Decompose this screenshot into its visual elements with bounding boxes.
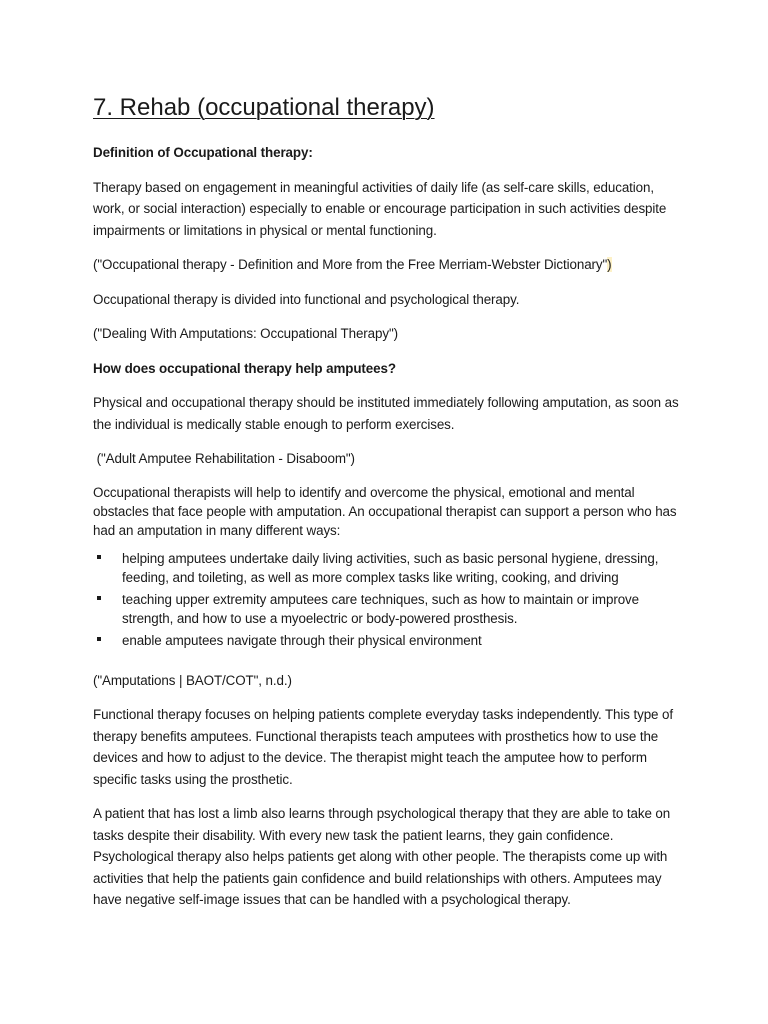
help-paragraph: Physical and occupational therapy should be instituted immediately following amputation, as soon as the individual is medically stable enough to perform exercises.: [93, 395, 679, 432]
definition-heading: Definition of Occupational therapy:: [93, 145, 313, 160]
list-item: enable amputees navigate through their physical environment: [93, 631, 683, 650]
bullet-icon: [97, 555, 101, 559]
help-heading: How does occupational therapy help amputees?: [93, 360, 396, 376]
page-title: 7. Rehab (occupational therapy): [93, 94, 435, 121]
definition-paragraph: Therapy based on engagement in meaningful activities of daily life (as self-care skills, education, work, or social interaction) especially to enable or encourage participation in such activities despite impairments or limitations in physical or mental functioning.: [93, 179, 667, 238]
bullet-icon: [97, 637, 101, 641]
citation-text: ("Occupational therapy - Definition and More from the Free Merriam-Webster Dictionary": [93, 257, 608, 272]
citation-disaboom: ("Adult Amputee Rehabilitation - Disaboom"): [93, 451, 355, 466]
bullet-list: [93, 549, 683, 650]
psychological-paragraph: A patient that has lost a limb also learns through psychological therapy that they are able to take on tasks despite their disability. With every new task the patient learns, they gain confidence. Psychological therapy also helps patients get along with other people. The therapists come up with activities that help the patients gain confidence and build relationships with others. Amputees may have negative self-image issues that can be handled with a psychological therapy.: [93, 806, 671, 907]
highlighted-paren: ): [607, 257, 612, 272]
therapists-paragraph: Occupational therapists will help to identify and overcome the physical, emotional and mental obstacles that face people with amputation. An occupational therapist can support a person who has had an amputation in many different ways:: [93, 484, 677, 538]
divided-paragraph: Occupational therapy is divided into functional and psychological therapy.: [93, 291, 520, 307]
document-page: [93, 92, 683, 924]
list-item: teaching upper extremity amputees care techniques, such as how to maintain or improve strength, and how to use a myoelectric or body-powered prosthesis.: [93, 590, 683, 628]
list-item: helping amputees undertake daily living activities, such as basic personal hygiene, dressing, feeding, and toileting, as well as more complex tasks like writing, cooking, and driving: [93, 549, 683, 587]
bullet-icon: [97, 596, 101, 600]
functional-paragraph: Functional therapy focuses on helping patients complete everyday tasks independently. This type of therapy benefits amputees. Functional therapists teach amputees with prosthetics how to use the devices and how to adjust to the device. The therapist might teach the amputee how to perform specific tasks using the prosthetic.: [93, 707, 673, 787]
citation-baot-cot: ("Amputations | BAOT/COT", n.d.): [93, 672, 292, 688]
citation-merriam-webster: [93, 254, 683, 276]
citation-dealing-with-amputations: ("Dealing With Amputations: Occupational Therapy"): [93, 326, 398, 341]
